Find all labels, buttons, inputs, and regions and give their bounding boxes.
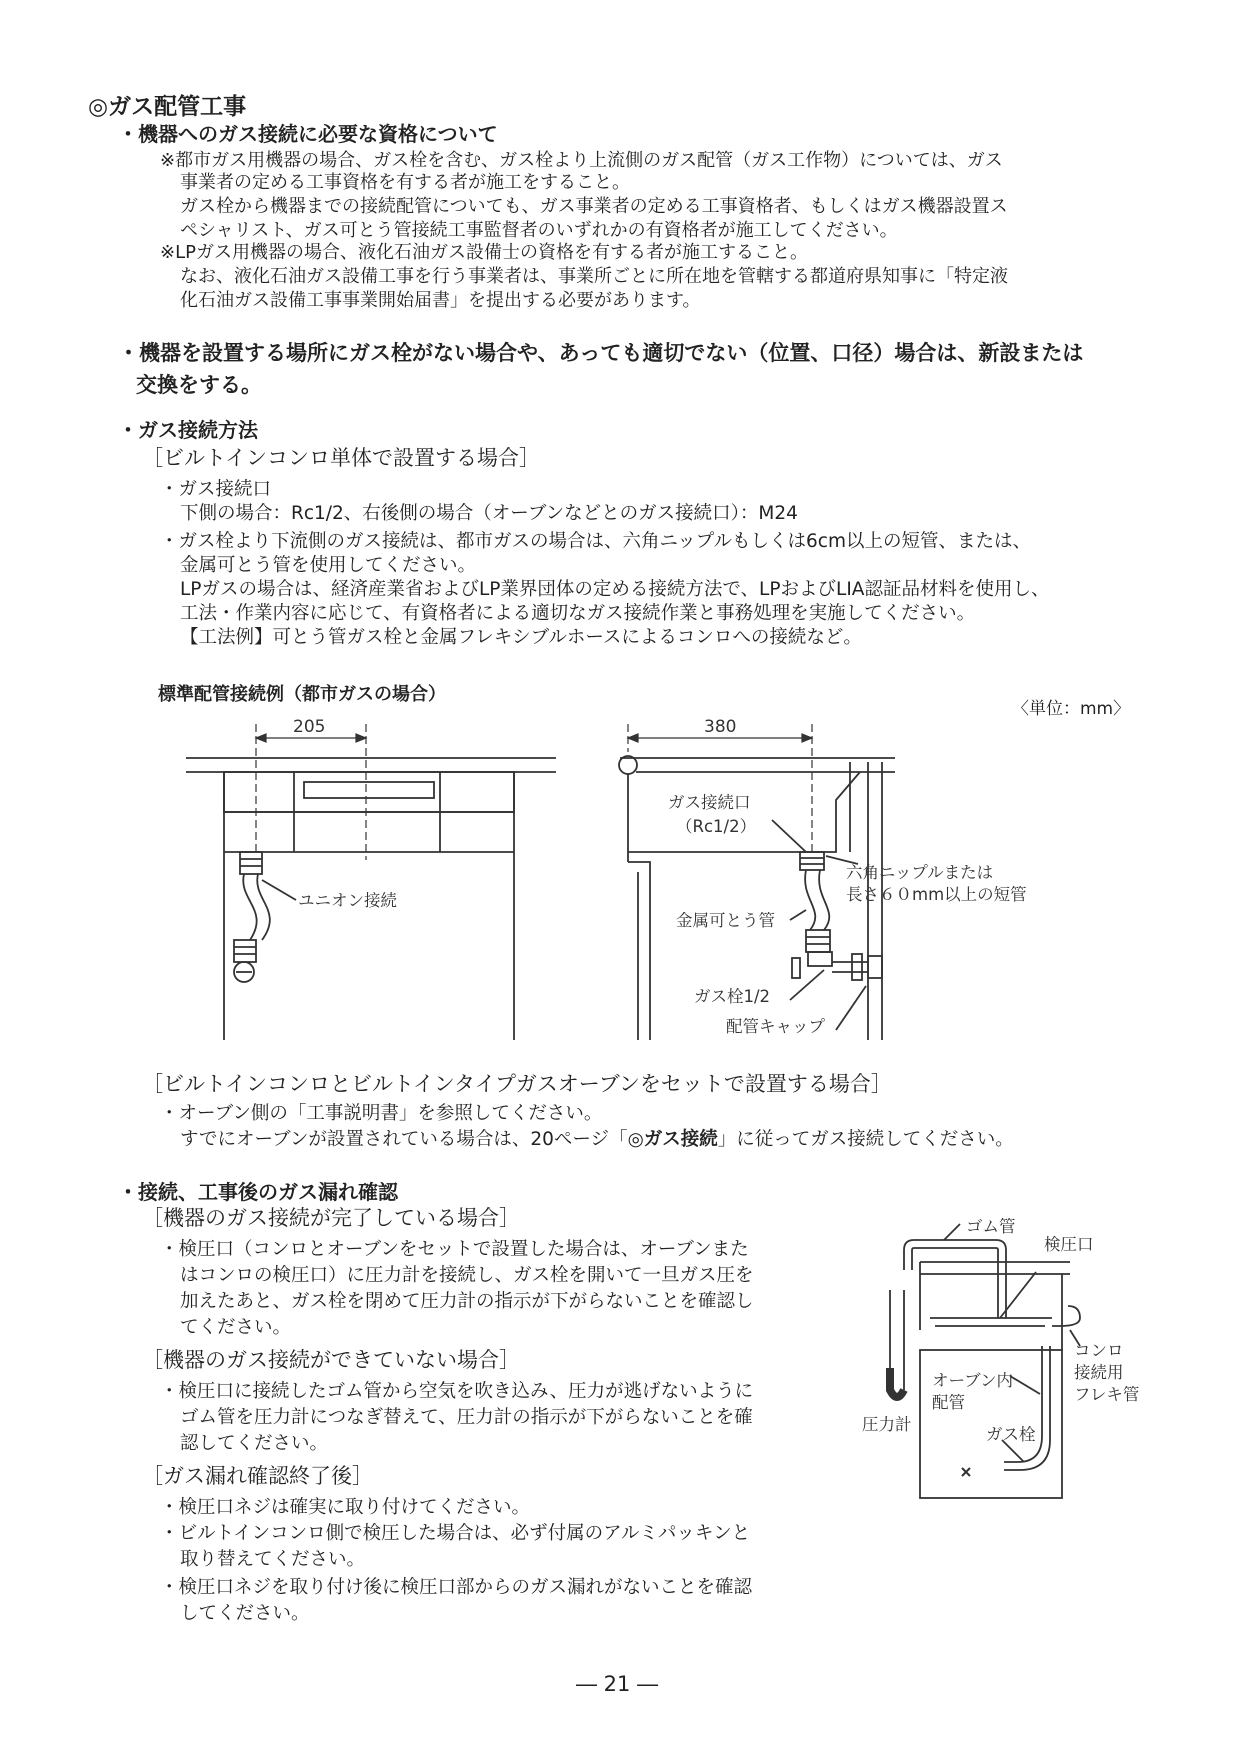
- flex-label: 金属可とう管: [676, 911, 775, 930]
- qual-line: 化石油ガス設備工事事業開始届書」を提出する必要があります。: [180, 290, 701, 311]
- leak-line: ・検圧口ネジは確実に取り付けてください。: [160, 1497, 531, 1518]
- method-bracket: ［ビルトインコンロ単体で設置する場合］: [142, 446, 540, 470]
- leak-line: ・検圧口ネジを取り付け後に検圧口部からのガス漏れがないことを確認: [160, 1577, 753, 1598]
- cock-label: ガス栓1/2: [694, 987, 771, 1006]
- qualification-heading: ・機器へのガス接続に必要な資格について: [118, 122, 498, 146]
- piping-diagram: [0, 700, 1240, 1050]
- leak-line: ゴム管を圧力計につなぎ替えて、圧力計の指示が下がらないことを確: [180, 1407, 753, 1428]
- cap-label: 配管キャップ: [726, 1017, 825, 1036]
- oven-pipe-label-2: 配管: [932, 1393, 965, 1412]
- qual-line: ※都市ガス用機器の場合、ガス栓を含む、ガス栓より上流側のガス配管（ガス工作物）については、ガス: [160, 150, 1003, 171]
- method-line: ・ガス接続口: [160, 479, 272, 500]
- leak-line: ・検圧口（コンロとオーブンをセットで設置した場合は、オーブンまた: [160, 1239, 749, 1260]
- leak-line: 加えたあと、ガス栓を閉めて圧力計の指示が下がらないことを確認し: [180, 1291, 754, 1312]
- method-line: 下側の場合：Rc1/2、右後側の場合（オーブンなどとのガス接続口）：M24: [180, 503, 798, 524]
- diagram-title: 標準配管接続例（都市ガスの場合）: [158, 684, 446, 705]
- method-line: LPガスの場合は、経済産業省およびLP業界団体の定める接続方法で、LPおよびLIA認証品材料を使用し、: [180, 579, 1050, 600]
- leak-bracket-2: ［機器のガス接続ができていない場合］: [142, 1348, 520, 1372]
- method-heading: ・ガス接続方法: [118, 418, 258, 442]
- leak-line: してください。: [180, 1603, 310, 1624]
- pressure-gauge-label: 圧力計: [862, 1415, 912, 1434]
- nipple-label-1: 六角ニップルまたは: [846, 863, 994, 882]
- leak-check-diagram: [0, 1200, 1240, 1530]
- qual-line: ※LPガス用機器の場合、液化石油ガス設備士の資格を有する者が施工すること。: [160, 242, 808, 263]
- leak-line: はコンロの検圧口）に圧力計を接続し、ガス栓を開いて一旦ガス圧を: [180, 1265, 754, 1286]
- konro-flex-label-3: フレキ管: [1074, 1385, 1140, 1404]
- unit-label: 〈単位：mm〉: [1012, 699, 1131, 719]
- oven-line: すでにオーブンが設置されている場合は、20ページ「◎ガス接続」に従ってガス接続してください。: [180, 1129, 1014, 1150]
- leak-line: ・検圧口に接続したゴム管から空気を吹き込み、圧力が逃げないように: [160, 1381, 754, 1402]
- method-line: ・ガス栓より下流側のガス接続は、都市ガスの場合は、六角ニップルもしくは6cm以上の短管、または、: [160, 531, 1031, 552]
- method-line: 工法・作業内容に応じて、有資格者による適切なガス接続作業と事務処理を実施してください。: [180, 603, 976, 624]
- method-line: 金属可とう管を使用してください。: [180, 555, 477, 576]
- qual-line: ペシャリスト、ガス可とう管接続工事監督者のいずれかの有資格者が施工してください。: [180, 220, 898, 241]
- konro-flex-label-2: 接続用: [1074, 1363, 1124, 1382]
- port-label: ガス接続口: [668, 793, 751, 812]
- leak-line: 取り替えてください。: [180, 1549, 366, 1570]
- oven-pipe-label-1: オーブン内: [932, 1371, 1014, 1390]
- leak-heading: ・接続、工事後のガス漏れ確認: [118, 1180, 398, 1204]
- qual-line: ガス栓から機器までの接続配管についても、ガス事業者の定める工事資格者、もしくはガス機器設置ス: [180, 196, 1008, 217]
- nipple-label-2: 長さ６０mm以上の短管: [846, 885, 1027, 904]
- oven-line: ・オーブン側の「工事説明書」を参照してください。: [160, 1103, 603, 1124]
- leak-line: ・ビルトインコンロ側で検圧した場合は、必ず付属のアルミパッキンと: [160, 1523, 751, 1544]
- method-line: 【工法例】可とう管ガス栓と金属フレキシブルホースによるコンロへの接続など。: [180, 627, 862, 648]
- pressure-port-label: 検圧口: [1044, 1235, 1094, 1254]
- oven-ref-bold: ◎ガス接続: [627, 1129, 718, 1150]
- qual-line: 事業者の定める工事資格を有する者が施工をすること。: [180, 172, 630, 193]
- union-label: ユニオン接続: [298, 891, 397, 910]
- port-size-label: （Rc1/2）: [676, 817, 757, 836]
- qual-line: なお、液化石油ガス設備工事を行う事業者は、事業所ごとに所在地を管轄する都道府県知事に「特定液: [180, 266, 1008, 287]
- dim-380: 380: [704, 717, 737, 737]
- gas-cock-label: ガス栓: [986, 1425, 1036, 1444]
- dim-205: 205: [293, 717, 326, 737]
- new-cock-line: ・機器を設置する場所にガス栓がない場合や、あっても適切でない（位置、口径）場合は、新設または: [118, 341, 1084, 365]
- leak-bracket-1: ［機器のガス接続が完了している場合］: [142, 1206, 520, 1230]
- rubber-tube-label: ゴム管: [966, 1217, 1016, 1236]
- konro-flex-label-1: コンロ: [1074, 1341, 1124, 1360]
- new-cock-line: 交換をする。: [136, 373, 262, 397]
- leak-line: 認してください。: [180, 1433, 329, 1454]
- page-number: ― 21 ―: [576, 1672, 659, 1696]
- oven-bracket: ［ビルトインコンロとビルトインタイプガスオーブンをセットで設置する場合］: [142, 1072, 892, 1096]
- leak-line: てください。: [180, 1317, 292, 1338]
- section-title: ◎ガス配管工事: [88, 94, 247, 120]
- leak-bracket-3: ［ガス漏れ確認終了後］: [142, 1464, 373, 1488]
